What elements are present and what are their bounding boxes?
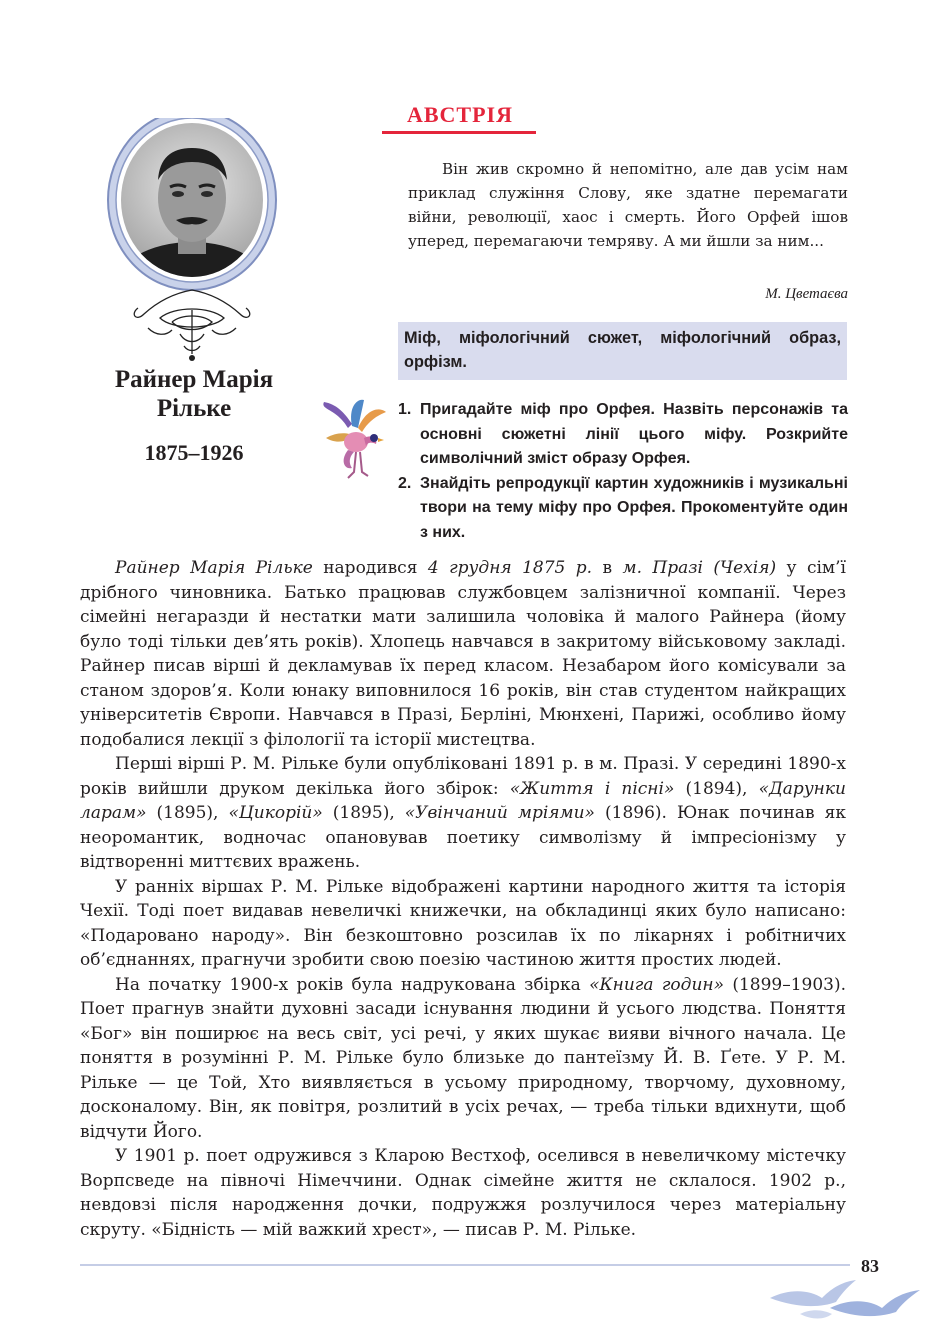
text-run: (1896). Юнак починав як неоромантик, водночас опановував поетику символізму й імпресіонізму у відтворенні миттєвих вражень. <box>80 803 846 872</box>
text-run: у сім’ї дрібного чиновника. Батько працював службовцем залізничної компанії. Через сімейні негаразди й нестатки мати залишила чоловіка й малого Райнера (йому було тоді тільки дев’ять років). Хлопець навчався в закритому військовому закладі. Райнер писав вірші й декламував їх перед класом. Незабаром його комісували за станом здоров’я. Коли юнаку виповнилося 16 років, він став студентом найкращих університетів Європи. Навчався в Празі, Берліні, Мюнхені, Парижі, особливо йому подобалися лекції з філології та історії мистецтва. <box>80 558 846 750</box>
book-title: «Цикорій» <box>228 803 323 823</box>
text-run: Перші вірші Р. М. Рільке були опубліковані 1891 р. в м. Празі. У середині 1890-х років вийшли друком декілька його збірок: <box>80 754 846 799</box>
key-terms-box: Міф, міфологічний сюжет, міфологічний образ, орфізм. <box>398 322 847 380</box>
text-run: (1895), <box>322 803 405 823</box>
author-portrait <box>100 118 285 368</box>
question-item <box>398 472 848 546</box>
paragraph: У ранніх віршах Р. М. Рільке відображені картини народного життя та історія Чехії. Тоді поет видавав невеличкі книжечки, на обкладинці яких було написано: «Подаровано народу». Він безкоштовно розсилав їх по лікарнях і робітничих об’єднаннях, прагнучи зробити свою поезію частиною життя простих людей. <box>80 876 846 970</box>
question-text: Знайдіть репродукції картин художників і музикальні твори на тему міфу про Орфея. Прокоментуйте один з них. <box>420 474 848 541</box>
birth-place: м. Празі (Чехія) <box>622 558 777 578</box>
author-name: Райнер Марія Рільке <box>114 366 274 422</box>
author-name-inline: Райнер Марія Рільке <box>115 558 313 578</box>
text-run: (1894), <box>674 778 759 799</box>
book-title: «Життя і пісні» <box>509 778 675 799</box>
text-run: (1899–1903). Поет прагнув знайти духовні засади існування людини й усього людства. Поняття «Бог» він поширює на весь світ, усі речі, у яких шукає вияви вічного начала. Це поняття в розумінні Р. М. Рільке було близьке до пантеїзму Й. В. Ґете. У Р. М. Рільке — це Той, Хто виявляється в усьому природному, творчому, духовному, досконалому. Він, як повітря, розлитий в усіх речах, — треба тільки вдихнути, щоб відчути Його. <box>80 974 847 1142</box>
text-run: (1895), <box>146 803 229 823</box>
question-item <box>398 398 848 472</box>
paragraph <box>80 752 846 875</box>
footer-rule <box>80 1264 850 1266</box>
paragraph <box>80 973 846 1145</box>
section-title-underline <box>382 131 536 134</box>
book-title: «Увінчаний мріями» <box>404 803 595 823</box>
epigraph-text: Він жив скромно й непомітно, але дав усім нам приклад служіння Слову, яке здатне перемагати війни, революції, хаос і смерть. Його Орфей ішов уперед, перемагаючи темряву. А ми йшли за ним... <box>408 160 848 250</box>
main-text <box>80 556 846 1242</box>
paragraph: У 1901 р. поет одружився з Кларою Вестхоф, оселився в невеличкому містечку Ворпсведе на півночі Німеччини. Однак сімейне життя не склалося. 1902 р., невдовзі після народження дочки, подружжя розлучилося через матеріальну скруту. «Бідність — мій важкий хрест», — писав Р. М. Рільке. <box>80 1146 846 1240</box>
questions-list <box>398 398 848 545</box>
book-title: «Книга годин» <box>589 974 724 995</box>
page-number: 83 <box>861 1256 879 1276</box>
question-number: 1. <box>398 401 412 418</box>
question-text: Пригадайте міф про Орфея. Назвіть персонажів та основні сюжетні лінії цього міфу. Розкрийте символічний зміст образу Орфея. <box>420 401 848 467</box>
text-run: народився <box>312 558 428 578</box>
phoenix-bird-icon <box>318 398 396 484</box>
text-run: На початку 1900-х років була надрукована збірка <box>115 974 590 995</box>
question-number: 2. <box>398 474 412 492</box>
section-title: АВСТРІЯ <box>406 102 513 127</box>
epigraph-author: М. Цветаєва <box>765 286 848 302</box>
text-run: в <box>592 558 623 578</box>
flying-birds-icon <box>760 1268 930 1328</box>
paragraph <box>80 556 846 752</box>
book-title: «Дарунки ларам» <box>80 778 846 823</box>
author-years: 1875–1926 <box>144 440 244 465</box>
birth-date: 4 грудня 1875 р. <box>427 558 593 578</box>
